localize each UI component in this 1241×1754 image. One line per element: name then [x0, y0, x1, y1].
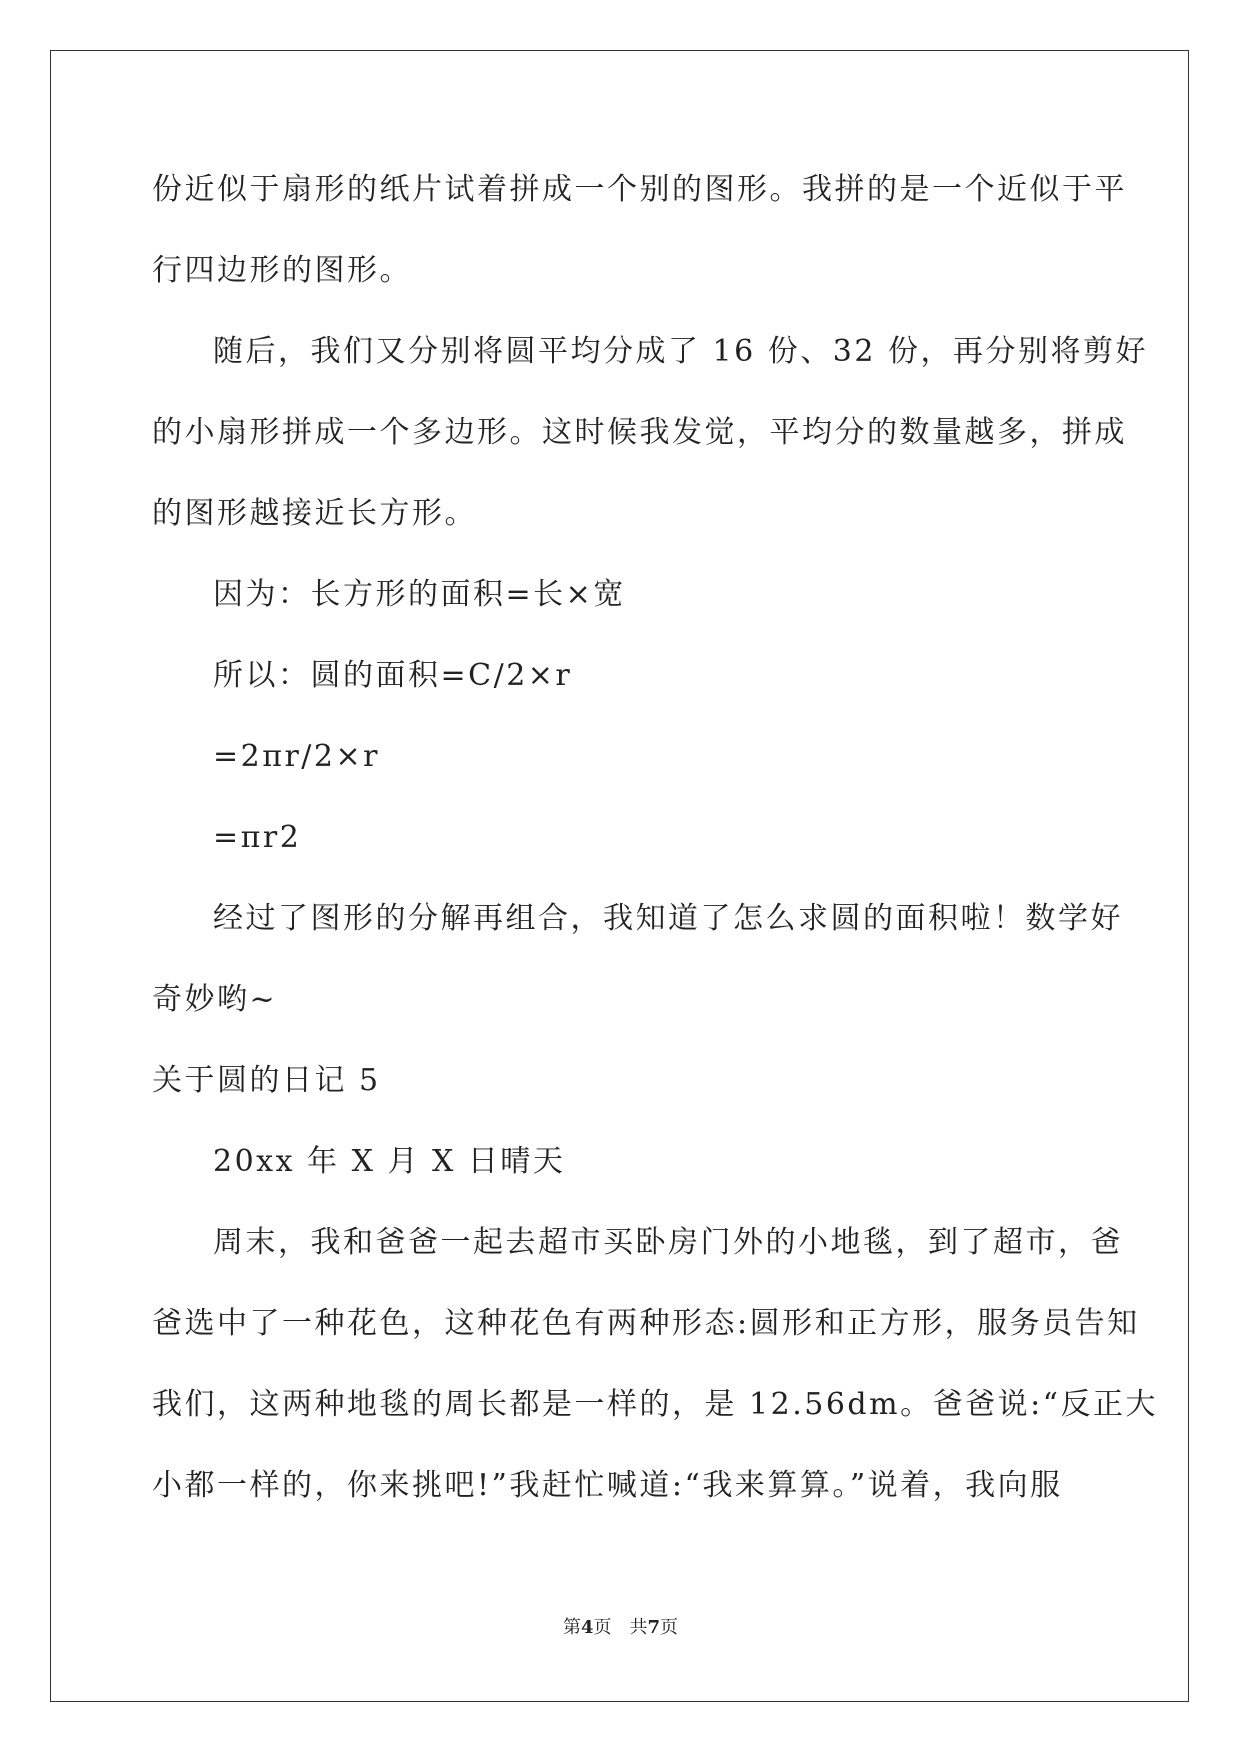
- body-line: 行四边形的图形。: [152, 253, 412, 288]
- body-line: 我们，这两种地毯的周长都是一样的，是 12.56dm。爸爸说:“反正大: [152, 1387, 1159, 1422]
- formula-line: 因为：长方形的面积=长×宽: [213, 577, 626, 612]
- formula-line: =πr2: [213, 820, 302, 855]
- body-line: 的图形越接近长方形。: [152, 496, 477, 531]
- diary-date: 20xx 年 X 月 X 日晴天: [213, 1144, 566, 1179]
- page-border: [50, 50, 1189, 1702]
- body-line: 的小扇形拼成一个多边形。这时候我发觉，平均分的数量越多，拼成: [152, 415, 1127, 450]
- footer-text: 共: [629, 1617, 648, 1638]
- body-line: 随后，我们又分别将圆平均分成了 16 份、32 份，再分别将剪好: [213, 334, 1148, 369]
- body-line: 奇妙哟~: [152, 982, 278, 1017]
- body-line: 份近似于扇形的纸片试着拼成一个别的图形。我拼的是一个近似于平: [152, 172, 1127, 207]
- footer-text: 页: [660, 1617, 679, 1638]
- page-footer: [0, 1617, 1241, 1639]
- body-line: 周末，我和爸爸一起去超市买卧房门外的小地毯，到了超市，爸: [213, 1225, 1123, 1260]
- body-line: 经过了图形的分解再组合，我知道了怎么求圆的面积啦！数学好: [213, 901, 1123, 936]
- footer-text: 页: [593, 1617, 612, 1638]
- formula-line: 所以：圆的面积=C/2×r: [213, 658, 573, 693]
- section-heading: 关于圆的日记 5: [152, 1063, 381, 1098]
- body-line: 爸选中了一种花色，这种花色有两种形态:圆形和正方形，服务员告知: [152, 1306, 1140, 1341]
- body-line: 小都一样的，你来挑吧!”我赶忙喊道:“我来算算。”说着，我向服: [152, 1468, 1063, 1503]
- footer-text: 第: [562, 1617, 581, 1638]
- total-pages: 7: [647, 1617, 661, 1638]
- formula-line: =2πr/2×r: [213, 739, 380, 774]
- page-number: 4: [580, 1617, 594, 1638]
